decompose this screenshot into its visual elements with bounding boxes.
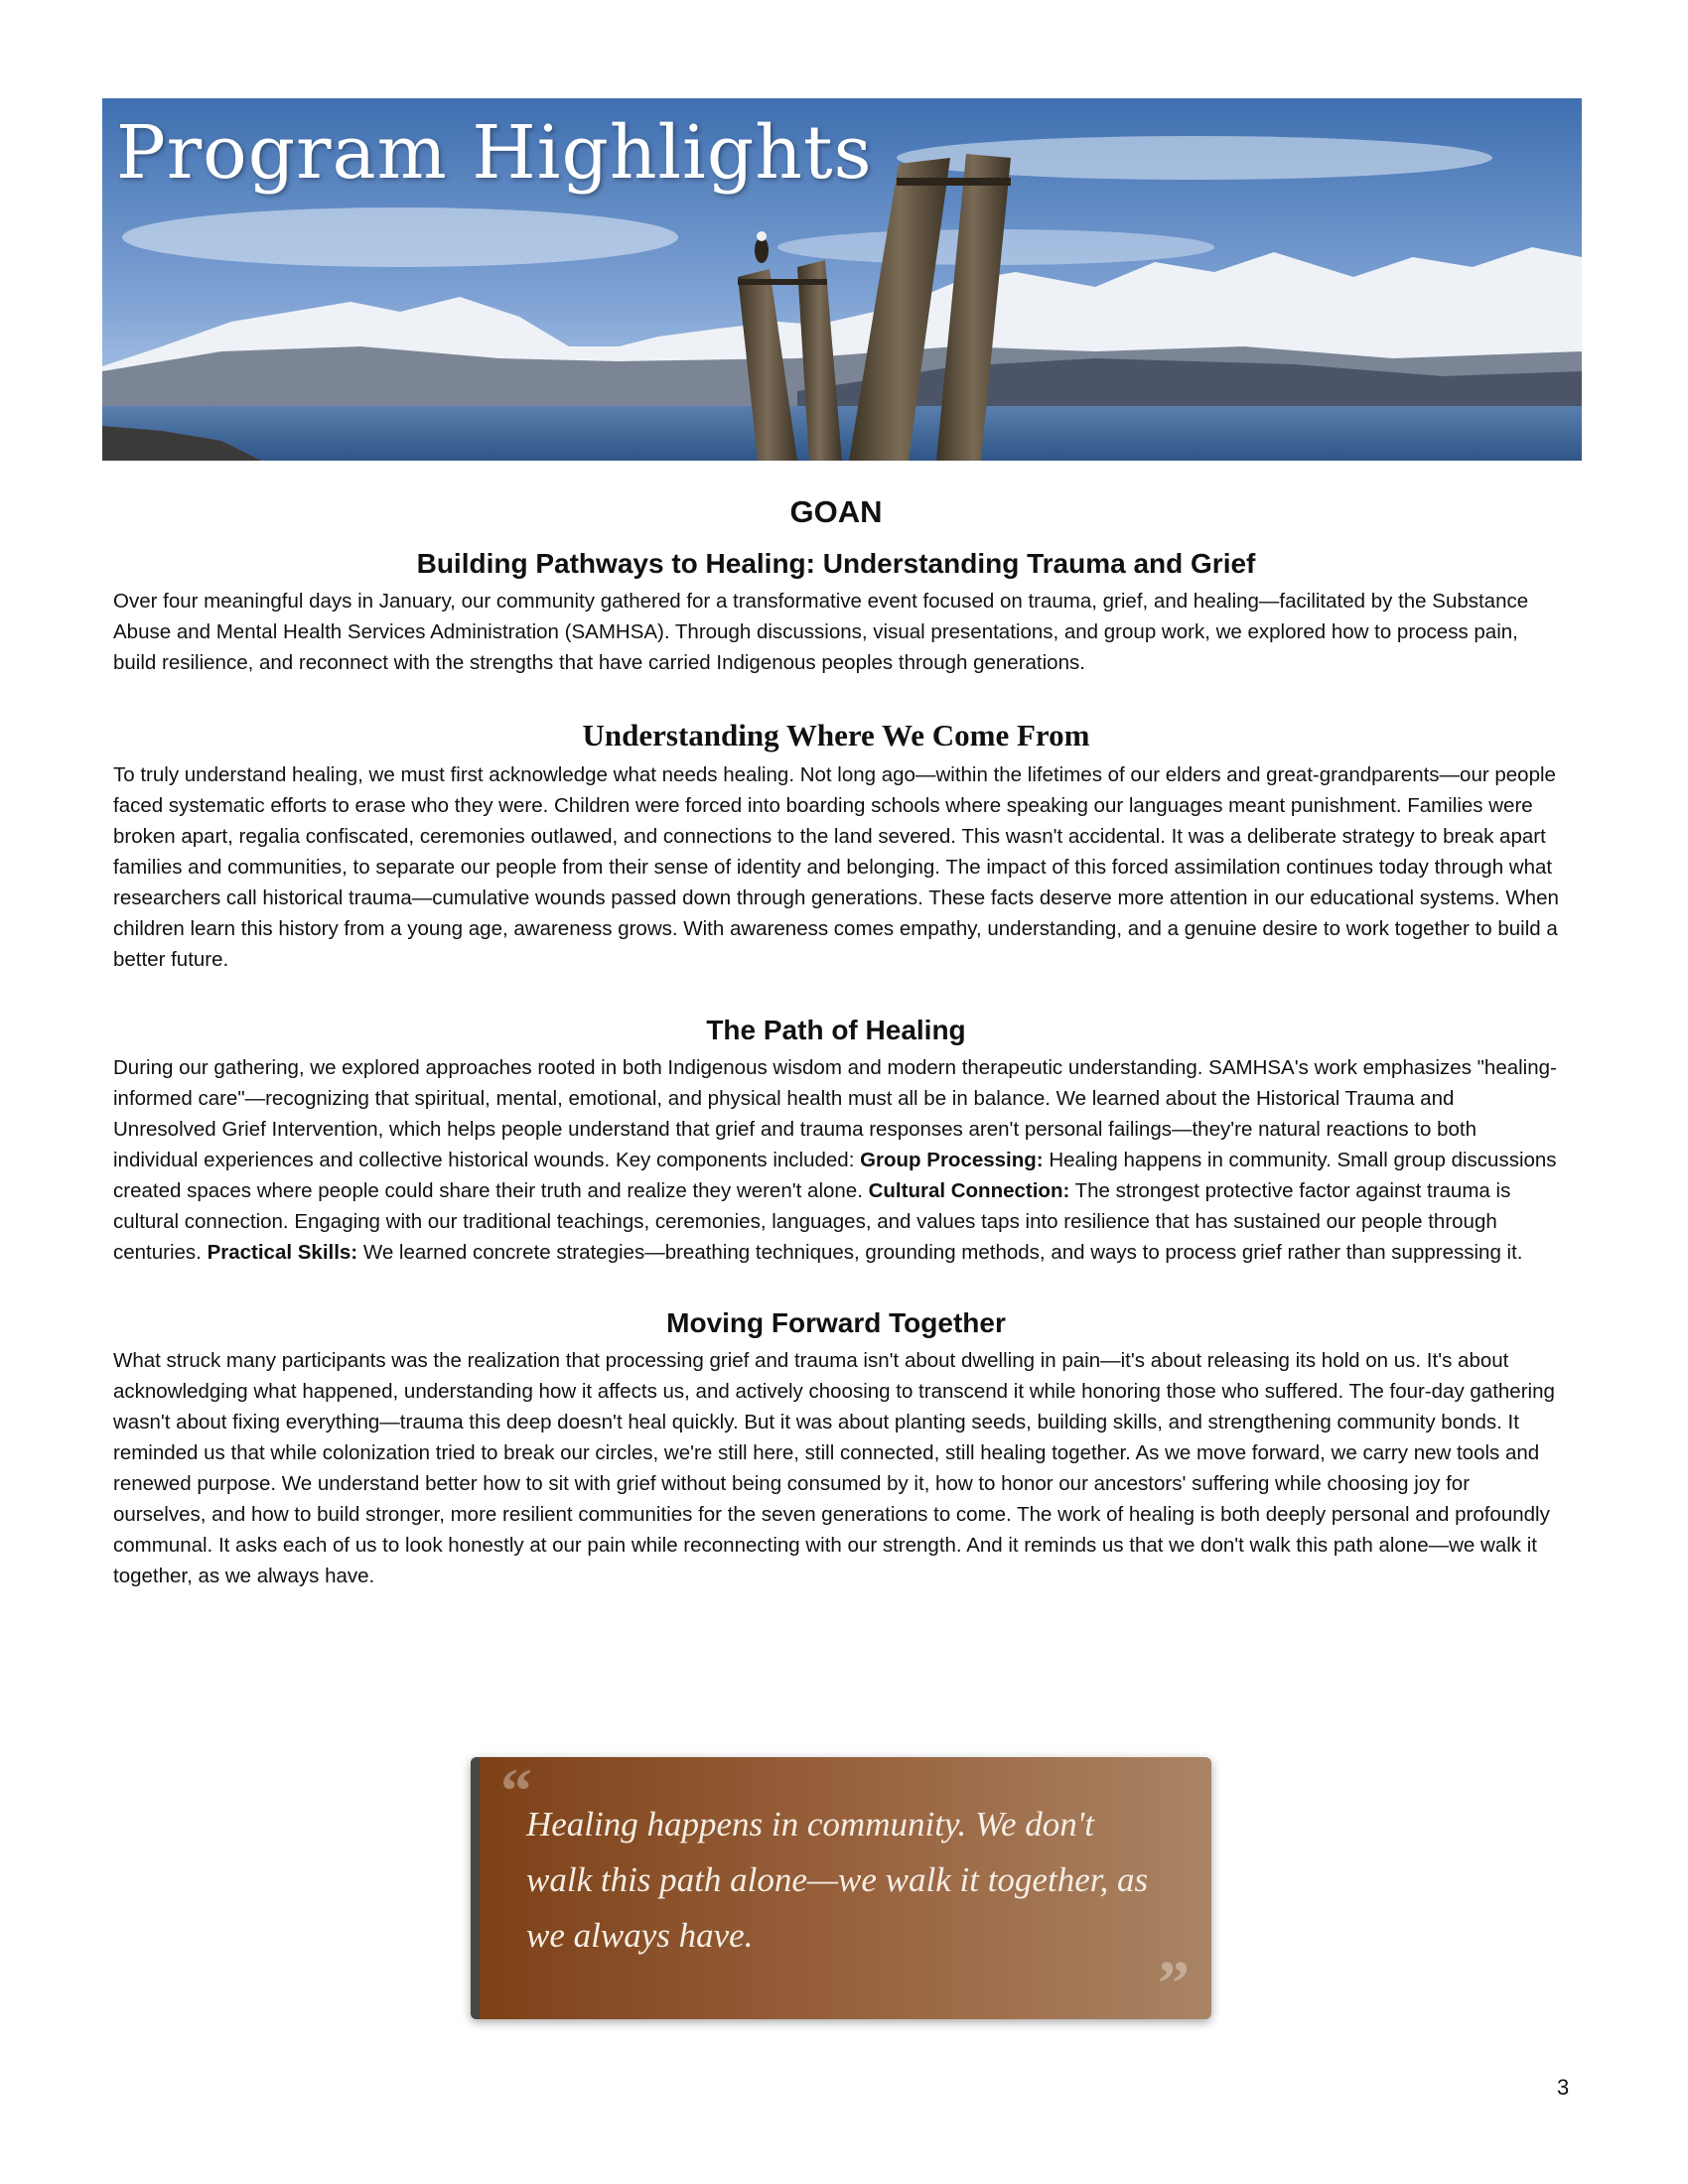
close-quote-icon: ” [1158, 1948, 1190, 2018]
banner-title: Program Highlights [116, 110, 873, 196]
article [113, 486, 1559, 1591]
page-number: 3 [1557, 2075, 1570, 2100]
section-body-moving-forward: What struck many participants was the realization that processing grief and trauma isn't about dwelling in pain—it's about releasing its hold on us. It's about acknowledging what happened, understanding how it affects us, and actively choosing to transcend it while honoring those who suffered. The four-day gathering wasn't about fixing everything—trauma this deep doesn't heal quickly. But it was about planting seeds, building skills, and strengthening community bonds. It reminded us that while colonization tried to break our circles, we're still here, still connected, still healing together. As we move forward, we carry new tools and renewed purpose. We understand better how to sit with grief without being consumed by it, how to honor our ancestors' suffering while choosing joy for ourselves, and how to build stronger, more resilient communities for the seven generations to come. The work of healing is both deeply personal and profoundly communal. It asks each of us to look honestly at our pain while reconnecting with our strength. And it reminds us that we don't walk this path alone—we walk it together, as we always have. [113, 1349, 1555, 1587]
page-heading: GOAN [789, 494, 883, 529]
section-body-where-we-come-from: To truly understand healing, we must first acknowledge what needs healing. Not long ago—within the lifetimes of our elders and great-grandparents—our people faced systematic efforts to erase who they were. Children were forced into boarding schools where speaking our languages meant punishment. Families were broken apart, regalia confiscated, ceremonies outlawed, and connections to the land severed. This wasn't accidental. It was a deliberate strategy to break apart families and communities, to separate our people from their sense of identity and belonging. The impact of this forced assimilation continues today through what researchers call historical trauma—cumulative wounds passed down through generations. These facts deserve more attention in our educational systems. When children learn this history from a young age, awareness grows. With awareness comes empathy, understanding, and a genuine desire to work together to build a better future. [113, 763, 1559, 971]
section-body-building-pathways: Over four meaningful days in January, our community gathered for a transformative event focused on trauma, grief, and healing—facilitated by the Substance Abuse and Mental Health Services Administration (SAMHSA). Through discussions, visual presentations, and group work, we explored how to process pain, build resilience, and reconnect with the strengths that have carried Indigenous peoples through generations. [113, 590, 1529, 674]
section-title-path-of-healing: The Path of Healing [706, 1015, 966, 1045]
header-banner [102, 98, 1582, 461]
pull-quote [471, 1757, 1211, 2019]
quote-text: Healing happens in community. We don't walk this path alone—we walk it together, as we always have. [526, 1805, 1149, 1955]
open-quote-icon: “ [500, 1757, 532, 1826]
term-practical-skills: Practical Skills: [207, 1241, 358, 1264]
section-title-moving-forward: Moving Forward Together [666, 1307, 1006, 1338]
path-text-3: We learned concrete strategies—breathing techniques, grounding methods, and ways to process grief rather than suppressing it. [357, 1241, 1523, 1264]
section-title-building-pathways: Building Pathways to Healing: Understanding Trauma and Grief [416, 548, 1256, 579]
path-text-2: The strongest protective factor against trauma is cultural connection. Engaging with our traditional teachings, ceremonies, languages, and values taps into resilience that has sustained our people through centuries. [113, 1179, 1511, 1264]
section-title-where-we-come-from: Understanding Where We Come From [582, 718, 1090, 752]
term-group-processing: Group Processing: [860, 1149, 1044, 1171]
path-text-1: Healing happens in community. Small group discussions created spaces where people could share their truth and realize they weren't alone. [113, 1149, 1557, 1202]
section-body-path-of-healing [113, 1052, 1559, 1268]
quote-accent-bar [471, 1757, 480, 2019]
path-intro: During our gathering, we explored approaches rooted in both Indigenous wisdom and modern therapeutic understanding. SAMHSA's work emphasizes "healing-informed care"—recognizing that spiritual, mental, emotional, and physical health must all be in balance. We learned about the Historical Trauma and Unresolved Grief Intervention, which helps people understand that grief and trauma responses aren't personal failings—they're natural reactions to both individual experiences and collective historical wounds. Key components included: [113, 1056, 1557, 1171]
term-cultural-connection: Cultural Connection: [868, 1179, 1070, 1202]
